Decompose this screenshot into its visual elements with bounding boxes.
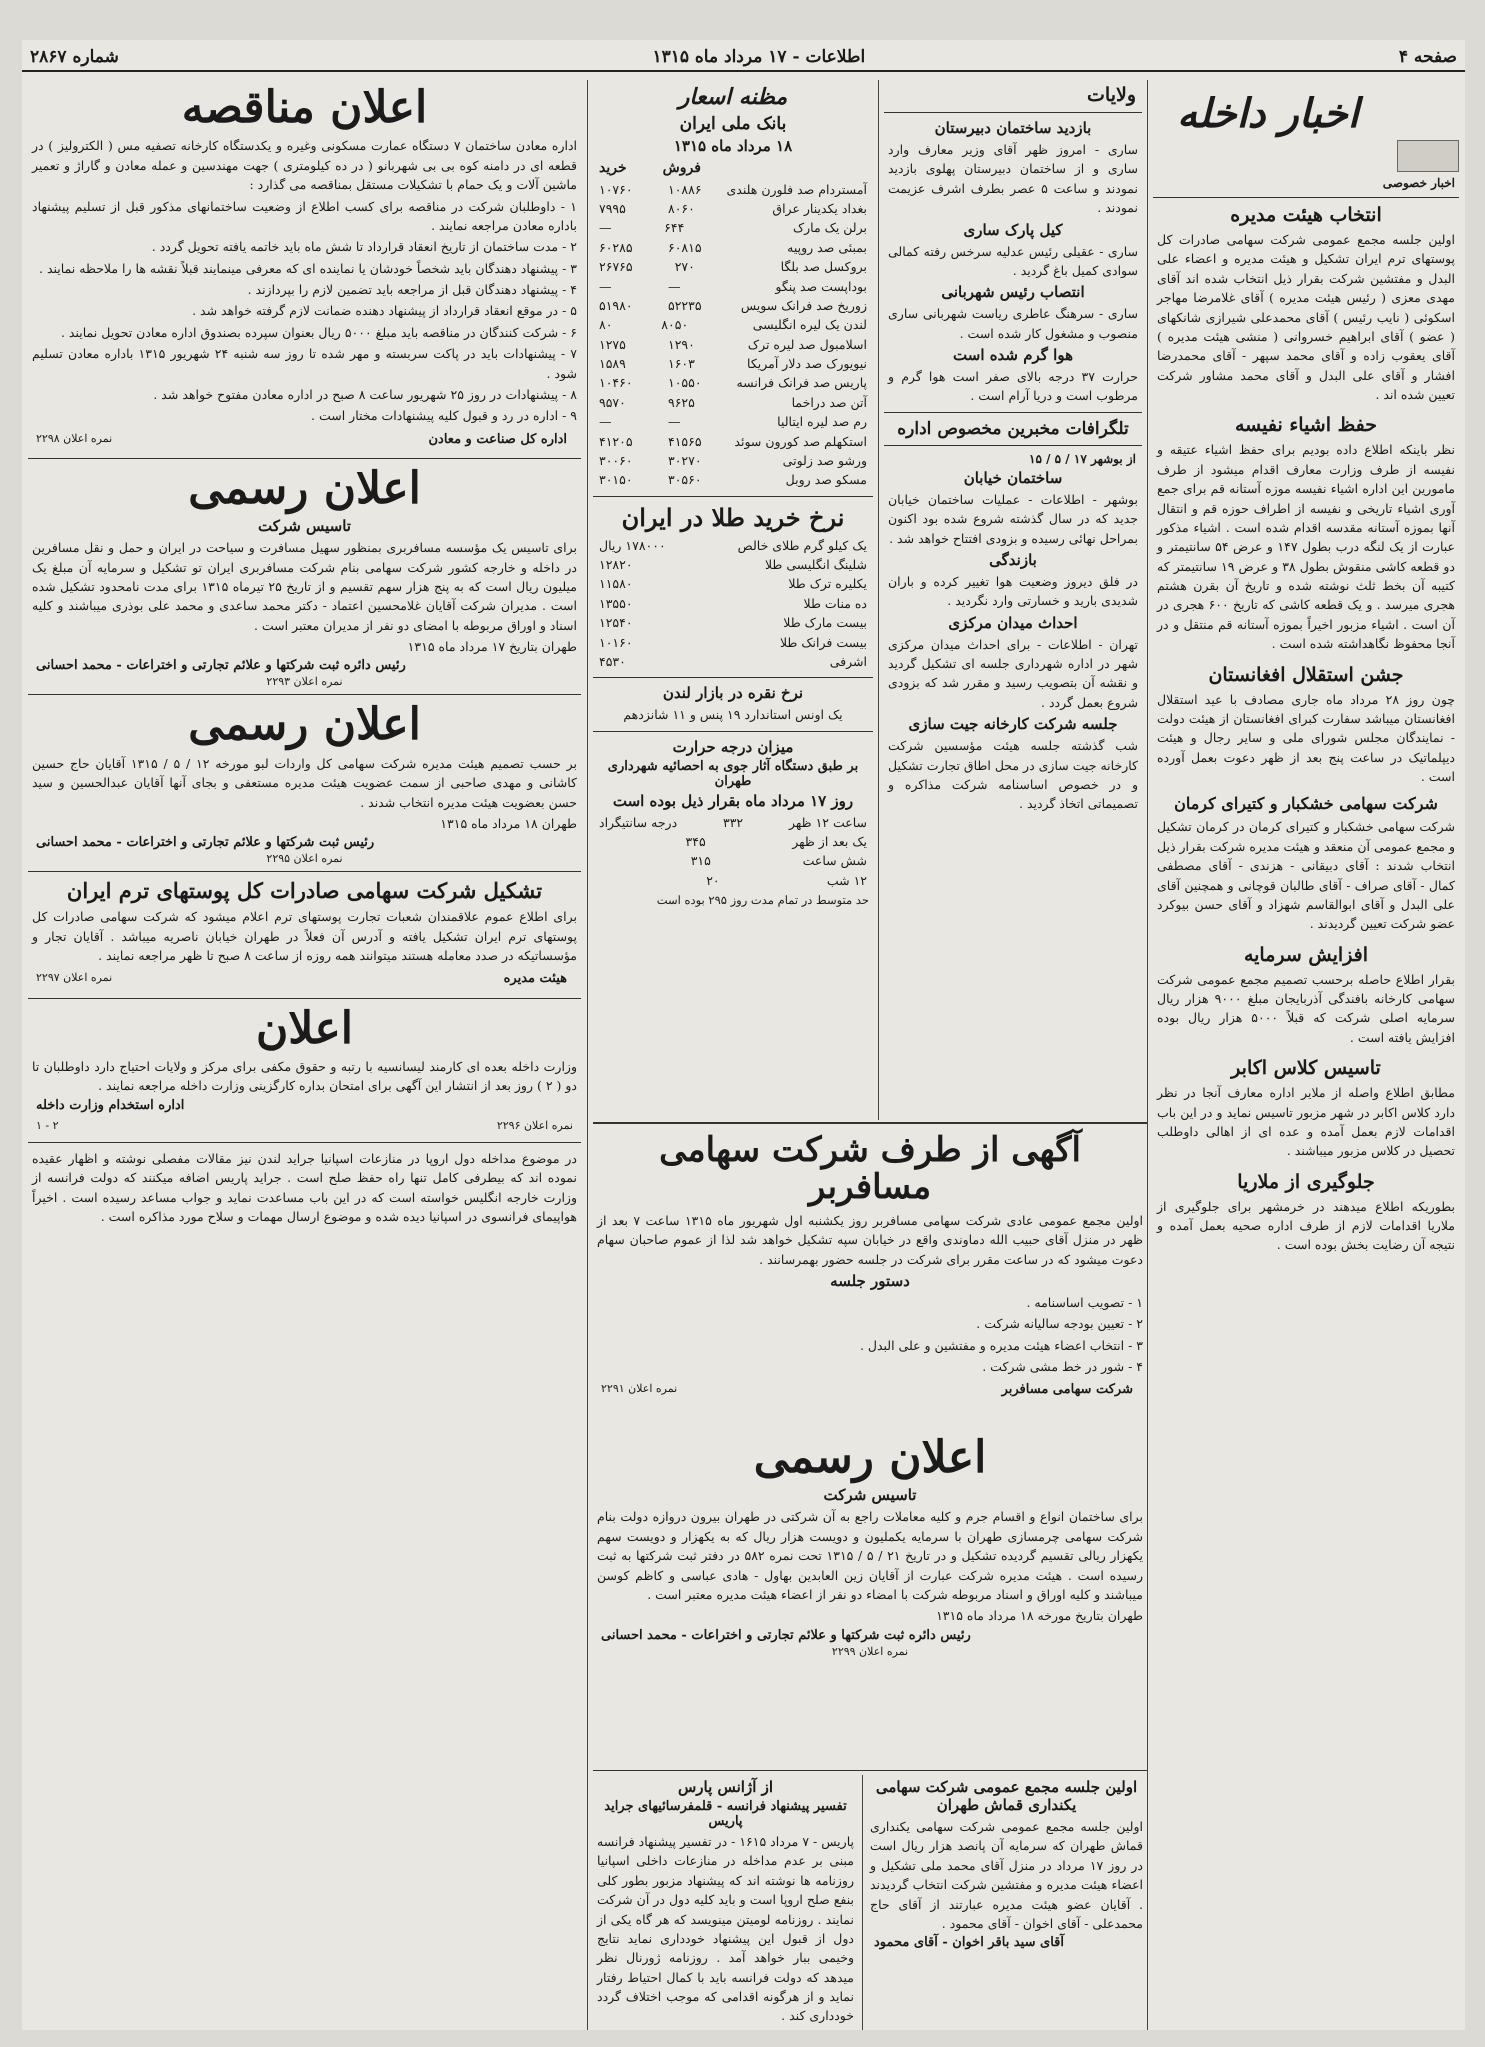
- ad-title: اعلان رسمی: [188, 699, 421, 751]
- column-vignette: [1397, 140, 1459, 172]
- temperature-title: میزان درجه حرارت: [672, 737, 794, 756]
- ad-title: اعلان: [255, 1002, 354, 1054]
- buy-rate: ۷۹۹۵: [599, 201, 626, 217]
- article-heading: جشن استقلال افغانستان: [1208, 663, 1404, 686]
- ad-number: نمره اعلان ۲۲۹۹: [831, 1644, 909, 1658]
- currency-name: نیویورک صد دلار آمریکا: [747, 356, 867, 372]
- article-body: ساری - عقیلی رئیس عدلیه سرخس رفته کمالی سوادی کمیل باغ گردید .: [888, 243, 1138, 278]
- ad-signature: رئیس ثبت شرکتها و علائم تجارتی و اختراعات - محمد احسانی: [36, 835, 375, 851]
- rate-row: [599, 451, 867, 470]
- currency-name: استکهلم صد کورون سوئد: [734, 433, 867, 449]
- temperature-value: ۳۴۵: [685, 834, 706, 850]
- rates-header: [599, 158, 867, 180]
- agenda-title: دستور جلسه: [830, 1271, 910, 1290]
- column-rule: [1147, 80, 1148, 2030]
- gold-row: [599, 633, 867, 652]
- currency-name: آتن صد دراخما: [791, 394, 867, 410]
- sell-rate: ۲۷۰: [674, 259, 695, 275]
- section-title: اخبار داخله: [1177, 90, 1359, 137]
- buy-rate: ۲۶۷۶۵: [599, 259, 633, 275]
- ad-body: اولین جلسه مجمع عمومی شرکت سهامی یکنداری قماش طهران که سرمایه آن پانصد هزار ریال است در روز ۱۷ مرداد در منزل آقای محمد ملی تشکیل و اعضاء هیئت مدیره و مفتشین شرکت انتخاب گردیدند . آقایان عضو هیئت مدیره عبارتند از آقای حاج محمدعلی - آقای اخوان - آقای محمود .: [870, 1819, 1143, 1931]
- ad-title: اولین جلسه مجمع عمومی شرکت سهامی یکنداری قماش طهران: [875, 1778, 1138, 1814]
- ad-date: طهران بتاریخ ۱۷ مرداد ماه ۱۳۱۵: [407, 639, 577, 655]
- ad-signature: شرکت سهامی مسافربر: [1001, 1382, 1133, 1398]
- sell-rate: ۱۶۰۳: [668, 356, 695, 372]
- article-body: اولین جلسه مجمع عمومی شرکت سهامی صادرات کل پوستهای ترم ایران تشکیل و هیئت مدیره و اعضاء علی البدل و مفتشین شرکت بقرار ذیل انتخاب شده اند آقای مهدی معزی ( رئیس هیئت مدیره ) آقای غلامرضا مهاجر اسکوئی ( نایب رئیس ) آقای محمدعلی شیرازی شانکهای ( عضو ) آقای ابراهیم خسروانی ( منشی هیئت مدیره ) آقای یعقوب زاده و آقای محمد سپهر - آقای محمدرضا افشار و آقای علی البدل و آقای محمد مشاور شرکت تعیین شده اند .: [1157, 232, 1455, 402]
- temperature-row: [599, 851, 867, 870]
- temperature-time: یک بعد از ظهر: [792, 834, 867, 850]
- article-body: نظر باینکه اطلاع داده بودیم برای حفظ اشیاء عتیقه و نفیسه از طرف وزارت معارف اقدام میشود از طرف مامورین این اداره اشیاء نفیسه موزه آستانه قم برای جمع آوری اشیاء تاریخی و نفیسه از اطراف حوزه قم و انتقال آنها بموزه آستانه مقدسه اقدام شده است . اشیاء مذکور عبارت از یک لنگه درب بطول ۱۴۷ و عرض ۵۴ سانتیمتر و دو قطعه کاشی منقوش بطول ۳۸ و عرض ۱۹ سانتیمتر که کتیبه آن بخط ثلث نوشته شده و تاریخ آن بقرن هشتم هجری میرسد . و یک قطعه کاشی که تاریخ ۶۰۰ هجری در آن است . اشیاء مزبور اخیراً بموزه آستانه قم منتقل و در آنجا محفوظ نگاهداشته شده است .: [1157, 442, 1456, 652]
- column-rule: [878, 80, 879, 1120]
- ad-body: بر حسب تصمیم هیئت مدیره شرکت سهامی کل واردات لبو مورخه ۱۲ / ۵ / ۱۳۱۵ آقایان حاج حسین کاشانی و مهدی صاحبی از سمت عضویت هیئت مدیره مستعفی و بجای آنها آقایان عبدالحسین و سید حسن بعضویت هیئت مدیره انتخاب شدند .: [32, 755, 577, 810]
- provinces-news-column: [884, 80, 1142, 1120]
- article-heading: هوا گرم شده است: [953, 346, 1073, 364]
- gold-row: [599, 555, 867, 574]
- rate-row: [599, 354, 867, 373]
- currency-name: لندن یک لیره انگلیسی: [752, 317, 867, 333]
- ad-item: ۷ - پیشنهادات باید در پاکت سربسته و مهر شده تا روز سه شنبه ۲۴ شهریور ۱۳۱۵ باداره معادن تسلیم شود .: [32, 346, 577, 381]
- ad-number: نمره اعلان ۲۲۹۱: [601, 1382, 678, 1396]
- rate-row: [599, 257, 867, 276]
- gold-value: ۱۲۸۲۰: [599, 557, 633, 573]
- gold-item: یکلیره ترک طلا: [788, 576, 867, 592]
- gold-title: نرخ خرید طلا در ایران: [621, 502, 845, 532]
- rate-row: [599, 218, 867, 237]
- currency-name: ورشو صد زلوتی: [782, 452, 867, 468]
- column-rule: [587, 80, 588, 2030]
- temperature-time: ۱۲ شب: [826, 872, 867, 888]
- rate-row: [599, 393, 867, 412]
- article-heading: بازندگی: [989, 550, 1037, 569]
- article-body: تهران - اطلاعات - برای احداث میدان مرکزی شهر در اداره شهرداری جلسه ای تشکیل گردید و نقشه آن بتصویب رسید و مقرر شد که بزودی شروع بعمل گردد .: [888, 636, 1138, 710]
- rate-row: [599, 296, 867, 315]
- article-body: چون روز ۲۸ مرداد ماه جاری مصادف با عید استقلال افغانستان میباشد سفارت کبرای افغانستان از هیئت دولت - نمایندگان مجلس شورای ملی و سایر رجال و هیئت دیپلماتیک در ساعت پنج بعد از ظهر دعوت بعمل آورده است .: [1157, 691, 1455, 784]
- ad-body: برای اطلاع عموم علاقمندان شعبات تجارت پوستهای ترم اعلام میشود که شرکت سهامی صادرات کل پوستهای ترم ایران تشکیل یافته و آدرس آن فعلاً در طهران خیابان ناصریه میباشد . آقایان تجار و مؤسساتیکه در صدد معامله هستند میتوانند همه روزه از ساعت ۸ صبح تا ظهر مراجعه نمایند .: [32, 909, 577, 964]
- buy-rate: ۱۰۴۶۰: [599, 375, 633, 391]
- article-body: ساری - سرهنگ عاطری ریاست شهربانی ساری منصوب و مشغول کار شده است .: [888, 306, 1138, 341]
- buy-rate: ۱۰۷۶۰: [599, 181, 633, 197]
- ad-subtitle: تاسیس شرکت: [823, 1486, 917, 1505]
- sell-rate: —: [668, 278, 681, 294]
- ad-item: ۵ - در موقع انعقاد قرارداد از پیشنهاد دهنده ضمانت لازم گرفته خواهد شد .: [192, 303, 577, 319]
- ad-signature: رئیس دائره ثبت شرکتها و علائم تجارتی و اختراعات - محمد احسانی: [601, 1627, 971, 1643]
- ads-column: [28, 80, 581, 2030]
- sell-rate: ۸۰۵۰: [661, 317, 689, 333]
- sell-rate: —: [668, 414, 681, 430]
- musafir-ad: [593, 1128, 1147, 1398]
- temperature-note: حد متوسط در تمام مدت روز ۲۹۵ بوده است: [656, 893, 869, 908]
- sell-rate: ۶۴۴: [664, 220, 685, 236]
- temperature-time: شش ساعت: [802, 853, 867, 869]
- ad-signature: رئیس دائره ثبت شرکتها و علائم تجارتی و اختراعات - محمد احسانی: [36, 658, 406, 674]
- gold-item: شلینگ انگلیسی طلا: [764, 557, 867, 573]
- article-heading: انتخاب هیئت مدیره: [1230, 204, 1382, 226]
- bank-name: بانک ملی ایران: [679, 114, 787, 134]
- agenda-item: ۳ - انتخاب اعضاء هیئت مدیره و مفتشین و علی البدل .: [859, 1337, 1143, 1353]
- gold-row: [599, 652, 867, 671]
- temperature-time: ساعت ۱۲ ظهر: [788, 814, 867, 830]
- gold-value: ۱۲۵۴۰: [599, 615, 633, 631]
- gold-item: یک کیلو گرم طلای خالص: [737, 537, 867, 553]
- currency-name: بوداپست صد پنگو: [775, 278, 867, 294]
- agenda-item: ۱ - تصویب اساسنامه .: [1026, 1294, 1143, 1310]
- currency-name: آمستردام صد فلورن هلندی: [726, 181, 867, 197]
- ad-item: ۸ - پیشنهادات در روز ۲۵ شهریور ساعت ۸ صبح در اداره معادن مفتوح خواهد شد .: [153, 386, 577, 402]
- section-tag: اخبار خصوصی: [1382, 176, 1455, 190]
- ad-code: ۲ - ۱: [36, 1118, 59, 1132]
- ad-item: ۲ - مدت ساختمان از تاریخ انعقاد قرارداد تا شش ماه باید خاتمه یافته تحویل گردد .: [151, 239, 577, 255]
- sell-rate: ۱۰۸۸۶: [668, 181, 702, 197]
- gold-row: [599, 594, 867, 613]
- pars-agency-news: [593, 1775, 858, 2030]
- rate-row: [599, 412, 867, 431]
- buy-rate: ۱۵۸۹: [599, 356, 626, 372]
- sell-rate: ۶۰۸۱۵: [668, 239, 702, 255]
- currency-name: برلن یک مارک: [792, 220, 867, 236]
- masthead-date: اطلاعات - ۱۷ مرداد ماه ۱۳۱۵: [652, 47, 866, 67]
- buy-header: خرید: [599, 160, 627, 176]
- temperature-value: ۳۱۵: [690, 853, 711, 869]
- ad-body: وزارت داخله بعده ای کارمند لیسانسیه با رتبه و حقوق مکفی برای مرکز و ولایات احتیاج دارد داوطلبان تا دو ( ۲ ) روز بعد از انتشار این آگهی برای امتحان بداره کارگزینی وزارت داخله مراجعه نمایند .: [32, 1058, 577, 1094]
- rate-row: [599, 238, 867, 257]
- ad-item: ۶ - شرکت کنندگان در مناقصه باید مبلغ ۵۰۰۰ ریال بعنوان سپرده بصندوق اداره معادن تحویل نمایند .: [60, 324, 577, 340]
- buy-rate: ۸۰: [599, 317, 613, 333]
- ad-date: طهران بتاریخ مورخه ۱۸ مرداد ماه ۱۳۱۵: [936, 1608, 1143, 1624]
- gold-item: بیست مارک طلا: [783, 615, 867, 631]
- ad-body: اداره معادن ساختمان ۷ دستگاه عمارت مسکونی وغیره و یکدستگاه کارخانه تصفیه مس ( الکترولیز ) در قطعه ای در دامنه کوه بی بی شهربانو ( در ده کیلومتری ) جهت مهندسین و عمله معادن و گاراژ و تعمیر ماشین آلات و یک حمام با تشکیلات مستقل بمناقصه می گذارد :: [32, 138, 577, 193]
- rate-row: [599, 277, 867, 296]
- rate-row: [599, 470, 867, 489]
- currency-name: اسلامبول صد لیره ترک: [747, 336, 867, 352]
- agenda-item: ۲ - تعیین بودجه سالیانه شرکت .: [976, 1316, 1143, 1332]
- gold-item: اشرفی: [829, 653, 867, 669]
- exchange-rates-column: [593, 80, 873, 1120]
- official-notice-ad: [593, 1430, 1147, 1765]
- article-heading: تاسیس کلاس اکابر: [1231, 1057, 1381, 1080]
- rate-row: [599, 180, 867, 199]
- ad-number: نمره اعلان ۲۲۹۳: [266, 675, 343, 689]
- rate-row: [599, 315, 867, 334]
- buy-rate: ۹۵۷۰: [599, 394, 626, 410]
- rate-row: [599, 335, 867, 354]
- agenda-item: ۴ - شور در خط مشی شرکت .: [982, 1359, 1143, 1375]
- gold-row: [599, 613, 867, 632]
- buy-rate: ۱۲۷۵: [599, 336, 626, 352]
- section-heading: ولایات: [1087, 84, 1136, 106]
- agency-head: از آژانس پارس: [677, 1778, 774, 1796]
- currency-name: رم صد لیره ایتالیا: [777, 414, 867, 430]
- currency-name: بغداد یکدینار عراق: [772, 201, 867, 217]
- ad-signature: اداره استخدام وزارت داخله: [36, 1097, 185, 1113]
- sell-rate: ۴۱۵۶۵: [668, 433, 702, 449]
- gold-value: ۴۵۳۰: [599, 653, 626, 669]
- buy-rate: —: [599, 278, 612, 294]
- gold-item: ده منات طلا: [803, 595, 867, 611]
- masthead: [22, 44, 1465, 72]
- rates-title: مظنه اسعار: [678, 84, 788, 110]
- article-heading: احداث میدان مرکزی: [948, 613, 1078, 632]
- buy-rate: ۵۱۹۸۰: [599, 297, 633, 313]
- article-heading: افزایش سرمایه: [1243, 943, 1369, 966]
- agenda-list: [593, 1293, 1147, 1377]
- ad-body: برای تاسیس یک مؤسسه مسافربری بمنظور سهیل مسافرت و سیاحت در ایران و حمل و نقل مسافرین در داخله و خارجه کشور شرکت سهامی بنام شرکت مسافربری ایران تو تشکیل و سرمایه آن مبلغ یک میلیون ریال است که به پنج هزار سهم تقسیم و از تاریخ ۲۵ تیرماه ۱۳۱۵ برای مدت نامحدود تشکیل شده است . مدیران شرکت آقایان غلامحسین اعتماد - دکتر محمد ساعدی و محمد علی بوذری میباشند و کلیه اسناد و اوراق مربوطه با امضای دو نفر از مدیران معتبر است .: [32, 540, 577, 633]
- sell-rate: ۳۰۵۶۰: [668, 472, 702, 488]
- article-body: شب گذشته جلسه هیئت مؤسسین شرکت کارخانه جیت سازی در محل اطاق تجارت تشکیل و در خصوص اساسنامه شرکت مذاکره و تصمیماتی اتخاذ گردید .: [888, 738, 1138, 812]
- temperature-subtitle: بر طبق دستگاه آثار جوی به احصائیه شهرداری طهران: [607, 758, 859, 789]
- temperature-row: [599, 813, 867, 832]
- article-body: در فلق دیروز وضعیت هوا تغییر کرده و باران شدیدی بارید و خسارتی وارد نگردید .: [888, 573, 1138, 609]
- temperature-date: روز ۱۷ مرداد ماه بقرار ذیل بوده است: [612, 791, 854, 810]
- currency-name: زوریخ صد فرانک سویس: [740, 297, 867, 313]
- temperature-value: ۲۰: [706, 872, 720, 888]
- article-body: بقرار اطلاع حاصله برحسب تصمیم مجمع عمومی شرکت سهامی کارخانه بافندگی آذربایجان مبلغ ۹۰۰۰ هزار ریال سرمایه اصلی شرکت که قبلاً ۵۰۰۰ هزار ریال بوده افزایش یافته است .: [1157, 971, 1455, 1045]
- article-heading: کیل پارک ساری: [963, 220, 1063, 239]
- article-heading: جلوگیری از ملاریا: [1237, 1170, 1375, 1193]
- temperature-row: [599, 832, 867, 851]
- ad-title: تشکیل شرکت سهامی صادرات کل پوستهای ترم ایران: [66, 878, 543, 904]
- gold-row: [599, 574, 867, 593]
- ad-item: ۹ - اداره در رد و قبول کلیه پیشنهادات مختار است .: [311, 408, 577, 424]
- buy-rate: ۳۰۱۵۰: [599, 472, 633, 488]
- buy-rate: ۶۰۲۸۵: [599, 239, 633, 255]
- article-heading: ساختمان خیابان: [963, 468, 1063, 487]
- sell-rate: ۱۰۵۵۰: [668, 375, 702, 391]
- column-rule: [862, 1775, 863, 2030]
- sell-rate: ۱۲۹۰: [668, 336, 695, 352]
- buy-rate: —: [599, 220, 612, 236]
- temperature-value: ۳۳۲: [722, 814, 744, 830]
- gold-value: ۱۷۸۰۰۰ ریال: [599, 537, 666, 553]
- temperature-row: [599, 871, 867, 890]
- rate-row: [599, 373, 867, 392]
- ad-title: اعلان رسمی: [753, 1432, 987, 1483]
- sell-header: فروش: [662, 160, 701, 176]
- gold-table: [593, 536, 873, 672]
- rate-row: [599, 199, 867, 218]
- gold-item: بیست فرانک طلا: [779, 634, 867, 650]
- article-body: بطوریکه اطلاع میدهند در خرمشهر برای جلوگیری از ملاریا اقدامات لازم از طرف اداره صحیه بعمل آمده و نتیجه آن رضایت بخش بوده است .: [1157, 1198, 1455, 1253]
- agency-subhead: تفسیر پیشنهاد فرانسه - قلمفرسائیهای جراید پاریس: [604, 1799, 847, 1829]
- ad-signature: آقای سید باقر اخوان - آقای محمود: [874, 1935, 1064, 1951]
- sell-rate: ۸۰۶۰: [668, 201, 695, 217]
- ad-number: نمره اعلان ۲۲۹۶: [496, 1118, 573, 1132]
- article-body: مطابق اطلاع واصله از ملایر اداره معارف آنجا در نظر دارد کلاس اکابر در شهر مزبور تاسیس نماید و در این باب اقدامات لازم بعمل آمده و عده ای از اهالی داوطلب تحصیل در کلاس مزبور میباشند .: [1157, 1085, 1455, 1159]
- article-heading: شرکت سهامی خشکبار و کتیرای کرمان: [1174, 794, 1438, 814]
- ad-number: نمره اعلان ۲۲۹۷: [36, 971, 113, 985]
- article-heading: بازدید ساختمان دبیرستان: [934, 119, 1092, 137]
- rates-table: [593, 180, 873, 490]
- sell-rate: ۳۰۲۷۰: [668, 452, 702, 468]
- qumash-notice: [866, 1775, 1147, 2030]
- article-body: حرارت ۳۷ درجه بالای صفر است هوا گرم و مرطوب است و دریا آرام است .: [888, 369, 1139, 404]
- gold-value: ۱۰۱۶۰: [599, 634, 633, 650]
- currency-name: بمبئی صد روپیه: [787, 239, 867, 255]
- silver-text: یک اونس استاندارد ۱۹ پنس و ۱۱ شانزدهم: [623, 707, 843, 723]
- ad-date: طهران ۱۸ مرداد ماه ۱۳۱۵: [440, 815, 577, 831]
- currency-name: بروکسل صد بلگا: [780, 259, 867, 275]
- dateline: از بوشهر ۱۷ / ۵ / ۱۵: [1029, 451, 1136, 466]
- gold-value: ۱۳۵۵۰: [599, 595, 633, 611]
- temperature-table: [593, 813, 873, 891]
- article-body: بوشهر - اطلاعات - عملیات ساختمان خیابان جدید که در سال گذشته شروع شده بود اکنون بمراحل نهائی رسیده و بزودی افتتاح خواهد شد .: [888, 491, 1138, 546]
- ad-items: [28, 197, 581, 426]
- article-heading: حفظ اشیاء نفیسه: [1234, 414, 1378, 437]
- buy-rate: ۳۰۰۶۰: [599, 452, 633, 468]
- ad-signature: هیئت مدیره: [503, 971, 567, 987]
- ad-body: اولین مجمع عمومی عادی شرکت سهامی مسافربر روز یکشنبه اول شهریور ماه ۱۳۱۵ ساعت ۷ بعد از ظهر در منزل آقای حبیب الله دماوندی واقع در خیابان سپه تشکیل خواهد شد لذا از عموم صاحبان سهام دعوت میشود که در ساعت مقرر برای شرکت در جلسه حضور بهمرسانند .: [597, 1212, 1144, 1267]
- ad-item: ۳ - پیشنهاد دهندگان باید شخصاً خودشان یا نماینده ای که معرفی مینمایند قبلاً نقشه ها را ملاحظه نمایند .: [39, 260, 577, 276]
- temperature-unit: درجه سانتیگراد: [599, 814, 678, 830]
- ad-item: ۴ - پیشنهاد دهندگان قبل از مراجعه باید تضمین لازم را بپردازند .: [247, 282, 577, 298]
- ad-body: برای ساختمان انواع و اقسام جرم و کلیه معاملات راجع به آن شرکتی در طهران بیرون دروازه دولت بنام شرکت سهامی چرمسازی طهران با سرمایه یکملیون و دویست هزار ریال که به یکهزار و دویست سهم یکهزار ریالی تقسیم گردیده تشکیل و در تاریخ ۲۱ / ۵ / ۱۳۱۵ تحت نمره ۵۸۲ در دفتر ثبت شرکتها به ثبت رسیده است . هیئت مدیره شرکت عبارت از آقایان زین العابدین بهاول - هادی عباسی و کاظم کوسن میباشند و کلیه اوراق و اسناد مربوطه شرکت با امضاء دو نفر از اعضاء هیئت مدیره معتبر است .: [597, 1509, 1143, 1602]
- ad-subtitle: تاسیس شرکت: [258, 517, 351, 536]
- section-heading: تلگرافات مخبرین مخصوص اداره: [897, 418, 1129, 439]
- ad-title: اعلان رسمی: [188, 462, 421, 514]
- ad-title: آگهی از طرف شرکت سهامی مسافربر: [659, 1130, 1081, 1208]
- section-rule: [593, 1770, 1147, 1771]
- domestic-news-column: [1153, 80, 1459, 2030]
- ad-item: ۱ - داوطلبان شرکت در مناقصه برای کسب اطلاع از وضعیت ساختمانهای مذکور قبل از تسلیم پیشنهاد باداره معادن مراجعه نمایند .: [32, 198, 577, 233]
- article-heading: انتصاب رئیس شهربانی: [941, 283, 1085, 302]
- buy-rate: ۴۱۲۰۵: [599, 433, 633, 449]
- sell-rate: ۵۲۲۳۵: [668, 297, 702, 313]
- ad-number: نمره اعلان ۲۲۹۸: [36, 431, 113, 445]
- sell-rate: ۹۶۲۵: [668, 394, 695, 410]
- rate-row: [599, 432, 867, 451]
- pars-agency-continued: در موضوع مداخله دول اروپا در منازعات اسپانیا جراید لندن نیز مقالات مفصلی نوشته و اظهار عقیده نموده اند که بیطرفی کامل تنها راه حفظ صلح است . جراید پاریس اضافه میکنند که دولت فرانسه از وزارت خارجه انگلیس خواسته است که در این باب مساعدت نماید و جواب مساعد رسیده است . اخیراً هواپیمای فرانسوی در اسپانیا دیده شده و موضوع ارسال مهمات و سلاح مورد مذاکره است .: [32, 1150, 577, 1224]
- ad-signature: اداره کل صناعت و معادن: [428, 431, 567, 447]
- agency-body: پاریس - ۷ مرداد ۱۶۱۵ - در تفسیر پیشنهاد فرانسه مبنی بر عدم مداخله در منازعات داخلی اسپانیا روزنامه ها نوشته اند که پیشنهاد مزبور بطور کلی بنفع صلح اروپا است و باید کلیه دول در آن شرکت نمایند . روزنامه لومیتن مینویسد که هر گاه یکی از دول از قبول این پیشنهاد خودداری نماید نتایج وخیمی ببار خواهد آمد . روزنامه ژورنال نظر میدهد که دولت فرانسه باید با کمال احتیاط رفتار نماید و از هرگونه اقدامی که موجب اختلاف گردد خودداری کند .: [597, 1834, 854, 2024]
- article-body: شرکت سهامی خشکبار و کتیرای کرمان در کرمان تشکیل و مجمع عمومی آن منعقد و هیئت مدیره شرکت بقرار ذیل انتخاب شدند : آقای دبیقانی - هزندی - آقای مصطفی کمال - آقای صراف - آقای طالبان قوچانی و همچنین آقای علی البدل و آقای ابوالقاسم شهزاد و آقای حسن بیوکرد عضو شرکت تعیین گردیدند .: [1157, 819, 1455, 932]
- ad-title: اعلان مناقصه: [181, 82, 428, 133]
- gold-row: [599, 536, 867, 555]
- currency-name: پاریس صد فرانک فرانسه: [736, 375, 867, 391]
- article-heading: جلسه شرکت کارخانه جیت سازی: [908, 715, 1118, 734]
- currency-name: مسکو صد روبل: [785, 472, 867, 488]
- article-body: ساری - امروز ظهر آقای وزیر معارف وارد ساری و از ساختمان دبیرستان پهلوی بازدید نمودند و ساعت ۵ عصر بطرف اشرف عزیمت نمودند .: [888, 142, 1138, 216]
- page-number: صفحه ۴: [1398, 47, 1457, 67]
- buy-rate: —: [599, 414, 612, 430]
- rates-date: ۱۸ مرداد ماه ۱۳۱۵: [673, 137, 793, 155]
- section-rule: [593, 1122, 1147, 1124]
- ad-number: نمره اعلان ۲۲۹۵: [266, 852, 343, 866]
- gold-value: ۱۱۵۸۰: [599, 576, 633, 592]
- silver-title: نرخ نقره در بازار لندن: [662, 684, 804, 703]
- issue-number: شماره ۲۸۶۷: [30, 47, 119, 67]
